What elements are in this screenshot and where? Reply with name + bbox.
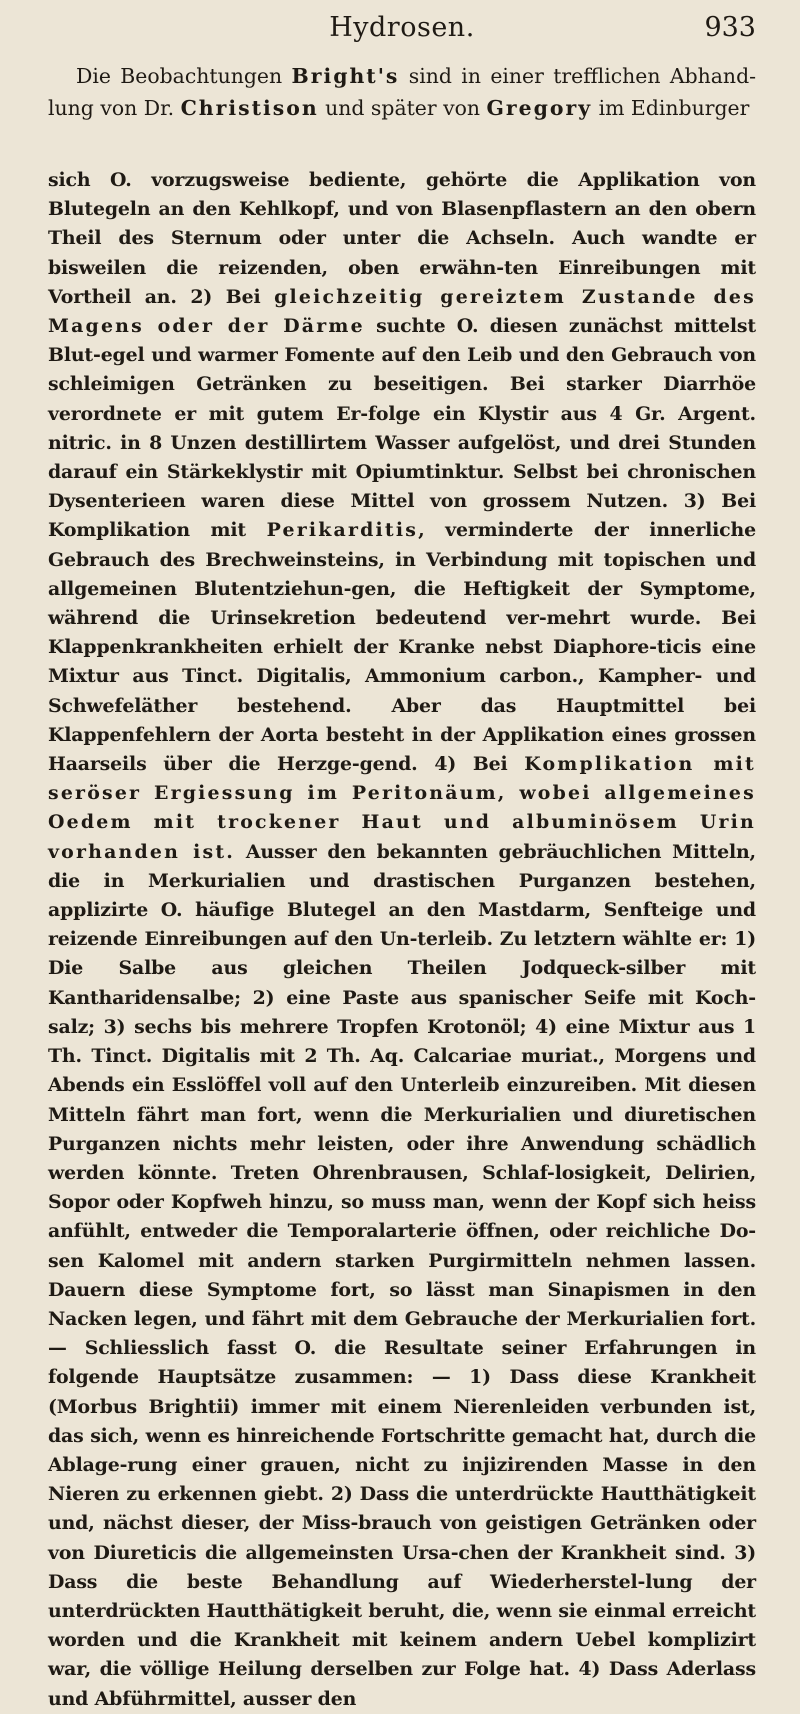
page-number: 933 (704, 12, 756, 43)
body-text-segment: suchte O. diesen zunächst mittelst Blut-egel und warmer Fomente auf den Leib und den Gebrauch von schleimigen Getränken zu beseitigen. Bei starker Diarrhöe verordnete er mit gutem Er-folge ein Klystir aus 4 Gr. Argent. nitric. in 8 Unzen destillirtem Wasser aufgelöst, und drei Stunden darauf ein Stärkeklystir mit Opiumtinktur. Selbst bei chronischen Dysenterieen waren diese Mittel von grossem Nutzen. 3) Bei Komplikation mit (48, 315, 756, 542)
body-text-segment: Ausser den bekannten gebräuchlichen Mitteln, die in Merkurialien und drastischen Purganzen bestehen, applizirte O. häufige Blutegel an den Mastdarm, Senfteige und reizende Einreibungen auf den Un-terleib. Zu letztern wählte er: 1) Die Salbe aus gleichen Theilen Jodqueck-silber mit Kantharidensalbe; 2) eine Paste aus spanischer Seife mit Koch-salz; 3) sechs bis mehrere Tropfen Krotonöl; 4) eine Mixtur aus 1 Th. Tinct. Digitalis mit 2 Th. Aq. Calcariae muriat., Morgens und Abends ein Esslöffel voll auf den Unterleib einzureiben. Mit diesen Mitteln fährt man fort, wenn die Merkurialien und diuretischen Purganzen nichts mehr leisten, oder ihre Anwendung schädlich werden könnte. Treten Ohrenbrausen, Schlaf-losigkeit, Delirien, Sopor oder Kopfweh hinzu, so muss man, wenn der Kopf sich heiss anfühlt, entweder die Temporalarterie öffnen, oder reichliche Do-sen Kalomel mit andern starken Purgirmitteln nehmen lassen. Dauern diese Symptome fort, so lässt man Sinapismen in den Nacken legen, und fährt mit dem Gebrauche der Merkurialien fort. — Schliesslich fasst O. die Resultate seiner Erfahrungen in folgende Hauptsätze zusammen: — 1) Dass diese Krankheit (Morbus Brightii) immer mit einem Nierenleiden verbunden ist, das sich, wenn es hinreichende Fortschritte gemacht hat, durch die Ablage-rung einer grauen, nicht zu injizirenden Masse in den Nieren zu erkennen giebt. 2) Dass die unterdrückte Hautthätigkeit und, nächst dieser, der Miss-brauch von geistigen Getränken oder von Diureticis die allgemeinsten Ursa-chen der Krankheit sind. 3) Dass die beste Behandlung auf Wiederherstel-lung der unterdrückten Hautthätigkeit beruht, die, wenn sie einmal erreicht worden und die Krankheit mit keinem andern Uebel komplizirt war, die völlige Heilung derselben zur Folge hat. 4) Dass Aderlass und Abführmittel, ausser den (48, 840, 756, 1710)
intro-text: im Edinburger (592, 96, 750, 120)
author-name: Bright's (291, 64, 400, 88)
author-name: Christison (180, 96, 319, 120)
emphasized-heading: Komplikation mit seröser Ergiessung im Peritonäum, wobei allgemeines Oedem mit trockener Haut und albuminösem Urin vorhanden ist. (48, 753, 756, 863)
intro-text: und später von (318, 96, 487, 120)
author-name: Gregory (486, 96, 593, 120)
intro-paragraph (48, 60, 756, 124)
running-title: Hydrosen. (329, 12, 475, 43)
intro-text: sind in einer trefflichen Abhand-lung von Dr. (48, 64, 757, 120)
body-text-segment: , verminderte der innerliche Gebrauch des Brechweinsteins, in Verbindung mit topischen und allgemeinen Blutentziehun-gen, die Heftigkeit der Symptome, während die Urinsekretion bedeutend ver-mehrt wurde. Bei Klappenkrankheiten erhielt der Kranke nebst Diaphore-ticis eine Mixtur aus Tinct. Digitalis, Ammonium carbon., Kampher- und Schwefeläther bestehend. Aber das Hauptmittel bei Klappenfehlern der Aorta besteht in der Applikation eines grossen Haarseils über die Herzge-gend. 4) Bei (48, 519, 756, 776)
emphasized-heading: gleichzeitig gereiztem Zustande des Magens oder der Därme (48, 285, 756, 338)
emphasized-heading: Perikarditis (266, 519, 419, 542)
body-paragraph (48, 166, 756, 1714)
page-header (48, 0, 756, 60)
body-text-segment: sich O. vorzugsweise bediente, gehörte die Applikation von Blutegeln an den Kehlkopf, und von Blasenpflastern an den obern Theil des Sternum oder unter die Achseln. Auch wandte er bisweilen die reizenden, oben erwähn-ten Einreibungen mit Vortheil an. 2) Bei (48, 169, 756, 308)
intro-text: Die Beobachtungen (76, 64, 292, 88)
